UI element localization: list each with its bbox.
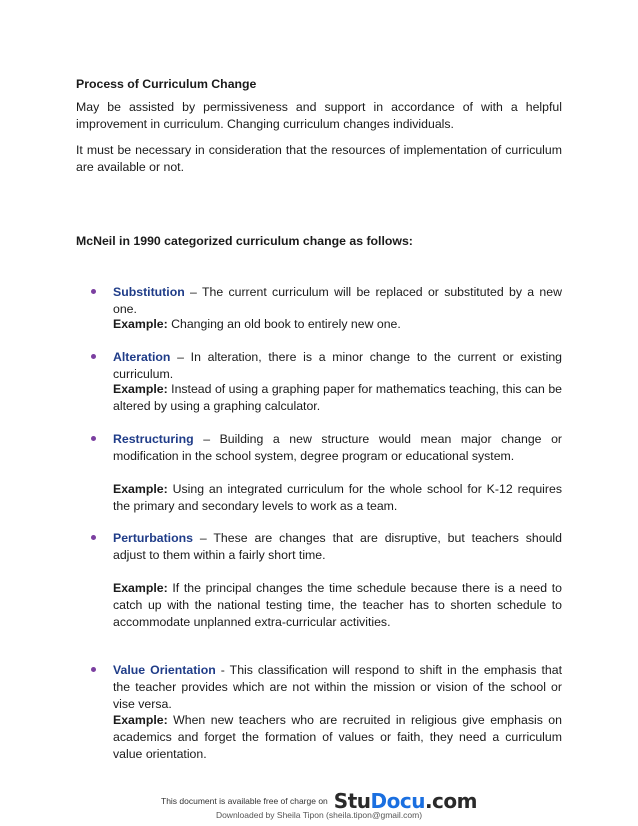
item-term: Restructuring [113,432,194,446]
item-text [113,431,562,465]
example-text [113,712,562,763]
item-term: Alteration [113,350,171,364]
item-description: – The current curriculum will be replaced or substituted by a new one. [113,285,562,316]
logo-docu: Docu [370,789,425,813]
item-text [113,662,562,713]
example-label: Example: [113,581,168,595]
available-text: This document is available free of charge on [161,796,328,806]
example-text [113,580,562,631]
bullet-icon [91,436,96,441]
example-text [113,381,562,415]
item-text [113,530,562,564]
example-body: When new teachers who are recruited in religious give emphasis on academics and forget the formation of values or faith, they need a curriculum value orientation. [113,713,562,761]
example-label: Example: [113,382,168,396]
bullet-icon [91,667,96,672]
item-description: – These are changes that are disruptive, but teachers should adjust to them within a fairly short time. [113,531,562,562]
example-text [113,316,562,333]
example-body: Instead of using a graphing paper for mathematics teaching, this can be altered by using a graphing calculator. [113,382,562,413]
bullet-icon [91,535,96,540]
paragraph-permissiveness: May be assisted by permissiveness and support in accordance of with a helpful improvement in curriculum. Changing curriculum changes individuals. [76,100,562,131]
item-description: – Building a new structure would mean major change or modification in the school system, degree program or educational system. [113,432,562,463]
item-term: Value Orientation [113,663,216,677]
section-heading-process: Process of Curriculum Change [76,77,257,91]
bullet-icon [91,289,96,294]
item-description: – In alteration, there is a minor change to the current or existing curriculum. [113,350,562,381]
item-description: - This classification will respond to shift in the emphasis that the teacher provides which are not within the mission or vision of the school or vise versa. [113,663,562,711]
example-label: Example: [113,317,168,331]
item-text [113,349,562,383]
example-text [113,481,562,515]
section-heading-mcneil: McNeil in 1990 categorized curriculum change as follows: [76,234,413,248]
example-body: Using an integrated curriculum for the whole school for K-12 requires the primary and secondary levels to work as a team. [113,482,562,513]
paragraph-resources: It must be necessary in consideration that the resources of implementation of curriculum are available or not. [76,143,562,174]
bullet-icon [91,354,96,359]
example-label: Example: [113,713,168,727]
logo-com: .com [424,789,477,813]
item-text [113,284,562,318]
example-label: Example: [113,482,168,496]
item-term: Perturbations [113,531,193,545]
item-term: Substitution [113,285,185,299]
downloaded-by-text: Downloaded by Sheila Tipon (sheila.tipon@gmail.com) [215,810,423,820]
logo-stu: Stu [333,789,371,813]
example-body: If the principal changes the time schedule because there is a need to catch up with the national testing time, the teacher has to shorten schedule to accommodate unplanned extra-curricular activities. [113,581,562,629]
example-body: Changing an old book to entirely new one. [167,317,401,331]
